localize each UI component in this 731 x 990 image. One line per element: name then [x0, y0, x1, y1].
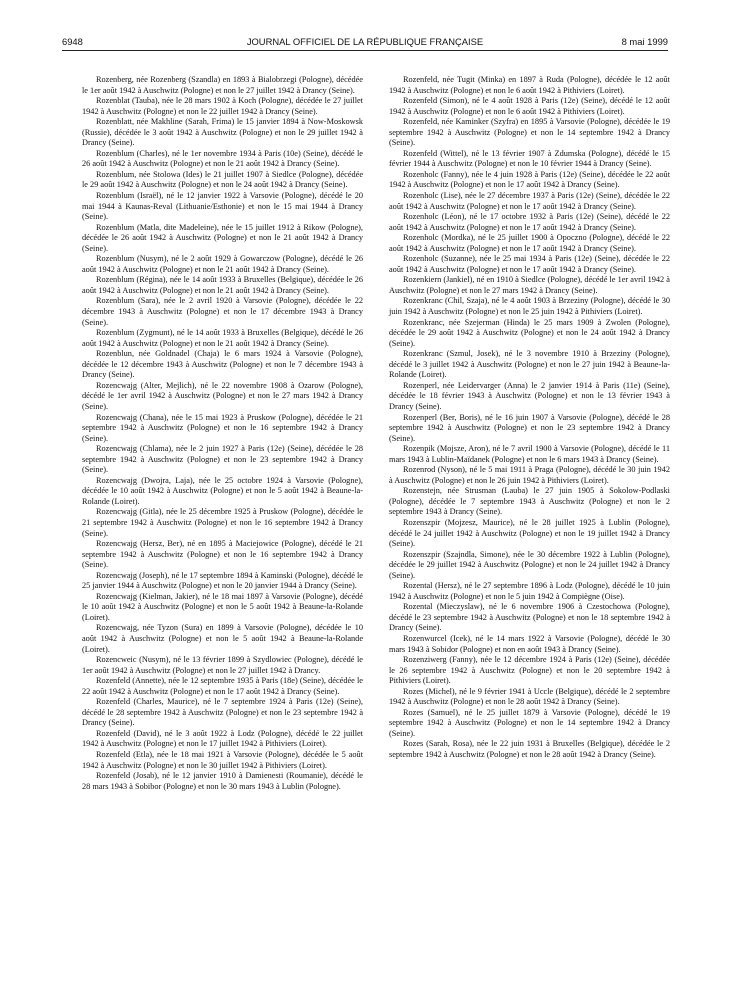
decree-entry: Rozenberg, née Rozenberg (Szandla) en 1893 à Bialobrzegi (Pologne), décédée le 1er août 1942 à Auschwitz (Pologne) et non le 27 juillet 1942 à Drancy (Seine).	[82, 75, 363, 95]
decree-entry: Rozencwajg (Joseph), né le 17 septembre 1894 à Kaminski (Pologne), décédé le 25 janvier 1944 à Auschwitz (Pologne) et non le 20 janvier 1944 à Drancy (Seine).	[82, 570, 363, 591]
decree-entry: Rozenblatt, née Makhline (Sarah, Frima) le 15 janvier 1894 à Now-Moskowsk (Russie), décédée le 3 août 1942 à Auschwitz (Pologne) et non le 29 juillet 1942 à Drancy (Seine).	[82, 117, 363, 148]
decree-entry: Rozenblum (Nusym), né le 2 août 1929 à Gowarczow (Pologne), décédé le 26 août 1942 à Auschwitz (Pologne) et non le 21 août 1942 à Drancy (Seine).	[82, 254, 363, 274]
decree-entry: Rozencwajg (Gitla), née le 25 décembre 1925 à Pruskow (Pologne), décédée le 21 septembre 1942 à Auschwitz (Pologne) et non le 16 septembre 1942 à Drancy (Seine).	[82, 507, 363, 538]
page-header	[62, 36, 668, 50]
decree-entry: Rozenblat (Tauba), née le 28 mars 1902 à Koch (Pologne), décédée le 27 juillet 1942 à Auschwitz (Pologne) et non le 22 juillet 1942 à Drancy (Seine).	[82, 96, 363, 116]
decree-entry: Rozencwajg (Kielman, Jakier), né le 18 mai 1897 à Varsovie (Pologne), décédé le 10 août 1942 à Auschwitz (Pologne) et non le 5 août 1942 à Beaune-la-Rolande (Loiret).	[82, 591, 363, 622]
decree-entry: Rozenfeld (Josab), né le 12 janvier 1910 à Damienesti (Roumanie), décédé le 28 mars 1943 à Sobibor (Pologne) et non le 30 mars 1943 à Lublin (Pologne).	[82, 771, 363, 791]
decree-entry: Rozenperl (Ber, Boris), né le 16 juin 1907 à Varsovie (Pologne), décédé le 28 septembre 1942 à Auschwitz (Pologne) et non le 23 septembre 1942 à Drancy (Seine).	[389, 412, 670, 443]
page-number: 6948	[62, 36, 83, 47]
decree-entry: Rozenblum (Régina), née le 14 août 1933 à Bruxelles (Belgique), décédée le 26 août 1942 à Auschwitz (Pologne) et non le 21 août 1942 à Drancy (Seine).	[82, 275, 363, 295]
decree-entry: Rozenholc (Léon), né le 17 octobre 1932 à Paris (12e) (Seine), décédé le 22 août 1942 à Auschwitz (Pologne) et non le 17 août 1942 à Drancy (Seine).	[389, 212, 670, 232]
decree-entry: Rozenblum, née Stolowa (Ides) le 21 juillet 1907 à Siedlce (Pologne), décédée le 29 août 1942 à Auschwitz (Pologne) et non le 24 août 1942 à Drancy (Seine).	[82, 169, 363, 190]
issue-date: 8 mai 1999	[621, 36, 668, 47]
decree-entry: Rozenfeld (Annette), née le 12 septembre 1935 à Paris (18e) (Seine), décédée le 22 août 1942 à Auschwitz (Pologne) et non le 17 août 1942 à Drancy (Seine).	[82, 676, 363, 696]
decree-entry: Rozenblum (Israël), né le 12 janvier 1922 à Varsovie (Pologne), décédé le 20 mai 1944 à Kaunas-Reval (Lithuanie/Esthonie) et non le 15 mai 1944 à Drancy (Seine).	[82, 191, 363, 222]
decree-entry: Rozenblun, née Goldnadel (Chaja) le 6 mars 1924 à Varsovie (Pologne), décédée le 12 décembre 1943 à Auschwitz (Pologne) et non le 7 décembre 1943 à Drancy (Seine).	[82, 349, 363, 380]
decree-entry: Rozenfeld (Etla), née le 18 mai 1921 à Varsovie (Pologne), décédée le 5 août 1942 à Auschwitz (Pologne) et non le 30 juillet 1942 à Pithiviers (Loiret).	[82, 750, 363, 770]
decree-entry: Rozencwajg, née Tyzon (Sura) en 1899 à Varsovie (Pologne), décédée le 10 août 1942 à Auschwitz (Pologne) et non le 5 août 1942 à Beaune-la-Rolande (Loiret).	[82, 623, 363, 654]
decree-entry: Rozenholc (Suzanne), née le 25 mai 1934 à Paris (12e) (Seine), décédée le 22 août 1942 à Auschwitz (Pologne) et non le 17 août 1942 à Drancy (Seine).	[389, 254, 670, 274]
decree-entry: Rozenszpir (Szajndla, Simone), née le 30 décembre 1922 à Lublin (Pologne), décédée le 29 juillet 1942 à Auschwitz (Pologne) et non le 24 juillet 1942 à Drancy (Seine).	[389, 549, 670, 580]
decree-entry: Rozenfeld, née Tugit (Minka) en 1897 à Ruda (Pologne), décédée le 12 août 1942 à Auschwitz (Pologne) et non le 6 août 1942 à Pithiviers (Loiret).	[389, 75, 670, 95]
decree-entry: Rozencwajg (Hersz, Ber), né en 1895 à Maciejowice (Pologne), décédé le 21 septembre 1942 à Auschwitz (Pologne) et non le 16 septembre 1942 à Drancy (Seine).	[82, 539, 363, 570]
decree-entry: Rozenholc (Mordka), né le 25 juillet 1900 à Opoczno (Pologne), décédé le 22 août 1942 à Auschwitz (Pologne) et non le 17 août 1942 à Drancy (Seine).	[389, 233, 670, 253]
decree-entry: Rozental (Hersz), né le 27 septembre 1896 à Lodz (Pologne), décédé le 10 juin 1942 à Auschwitz (Pologne) et non le 5 juin 1942 à Compiègne (Oise).	[389, 581, 670, 601]
decree-entry: Rozencweic (Nusym), né le 13 février 1899 à Szydlowiec (Pologne), décédé le 1er août 1942 à Auschwitz (Pologne) et non le 27 juillet 1942 à Drancy.	[82, 655, 363, 675]
decree-entry: Rozenfeld (Wittel), né le 13 février 1907 à Zdumska (Pologne), décédé le 15 février 1944 à Auschwitz (Pologne) et non le 10 février 1944 à Drancy (Seine).	[389, 148, 670, 169]
decree-entry: Rozenperl, née Leidervarger (Anna) le 2 janvier 1914 à Paris (11e) (Seine), décédée le 18 février 1943 à Auschwitz (Pologne) et non le 13 février 1943 à Drancy (Seine).	[389, 380, 670, 411]
decree-entry: Rozencwajg (Chana), née le 15 mai 1923 à Pruskow (Pologne), décédée le 21 septembre 1942 à Auschwitz (Pologne) et non le 16 septembre 1942 à Drancy (Seine).	[82, 412, 363, 443]
decree-entry: Rozes (Sarah, Rosa), née le 22 juin 1931 à Bruxelles (Belgique), décédée le 2 septembre 1942 à Auschwitz (Pologne) et non le 28 août 1942 à Drancy (Seine).	[389, 739, 670, 759]
decree-entry: Rozenziwerg (Fanny), née le 12 décembre 1924 à Paris (12e) (Seine), décédée le 26 septembre 1942 à Auschwitz (Pologne) et non le 20 septembre 1942 à Pithiviers (Loiret).	[389, 655, 670, 686]
right-column	[389, 75, 670, 761]
decree-entry: Rozenblum (Zygmunt), né le 14 août 1933 à Bruxelles (Belgique), décédé le 26 août 1942 à Auschwitz (Pologne) et non le 21 août 1942 à Drancy (Seine).	[82, 328, 363, 348]
decree-entry: Rozencwajg (Chlama), née le 2 juin 1927 à Paris (12e) (Seine), décédée le 28 septembre 1942 à Auschwitz (Pologne) et non le 23 septembre 1942 à Drancy (Seine).	[82, 444, 363, 475]
decree-entry: Rozenholc (Lise), née le 27 décembre 1937 à Paris (12e) (Seine), décédée le 22 août 1942 à Auschwitz (Pologne) et non le 17 août 1942 à Drancy (Seine).	[389, 191, 670, 211]
journal-title: JOURNAL OFFICIEL DE LA RÉPUBLIQUE FRANÇAISE	[246, 36, 484, 47]
decree-entry: Rozencwajg (Alter, Mejlich), né le 22 novembre 1908 à Ozarow (Pologne), décédé le 1er avril 1942 à Auschwitz (Pologne) et non le 27 mars 1942 à Drancy (Seine).	[82, 380, 363, 411]
decree-entry: Rozenszpir (Mojzesz, Maurice), né le 28 juillet 1925 à Lublin (Pologne), décédé le 24 juillet 1942 à Auschwitz (Pologne) et non le 19 juillet 1942 à Drancy (Seine).	[389, 517, 670, 549]
decree-entry: Rozenfeld (Simon), né le 4 août 1928 à Paris (12e) (Seine), décédé le 12 août 1942 à Auschwitz (Pologne) et non le 6 août 1942 à Pithiviers (Loiret).	[389, 96, 670, 116]
decree-entry: Rozenholc (Fanny), née le 4 juin 1928 à Paris (12e) (Seine), décédée le 22 août 1942 à Auschwitz (Pologne) et non le 17 août 1942 à Drancy (Seine).	[389, 169, 670, 190]
decree-entry: Rozenkranc (Szmul, Josek), né le 3 novembre 1910 à Brzeziny (Pologne), décédé le 3 juillet 1942 à Auschwitz (Pologne) et non le 27 juin 1942 à Beaune-la-Rolande (Loiret).	[389, 349, 670, 380]
decree-entry: Rozenkiern (Jankiel), né en 1910 à Siedlce (Pologne), décédé le 1er avril 1942 à Auschwitz (Pologne) et non le 27 mars 1942 à Drancy (Seine).	[389, 275, 670, 295]
decree-entry: Rozenkranc, née Szejerman (Hinda) le 25 mars 1909 à Zwolen (Pologne), décédée le 29 août 1942 à Auschwitz (Pologne) et non le 24 août 1942 à Drancy (Seine).	[389, 317, 670, 348]
decree-entry: Rozenwurcel (Icek), né le 14 mars 1922 à Varsovie (Pologne), décédé le 30 mars 1943 à Sobidor (Pologne) et non en août 1943 à Drancy (Seine).	[389, 633, 670, 654]
decree-entry: Rozencwajg (Dwojra, Laja), née le 25 octobre 1924 à Varsovie (Pologne), décédée le 10 août 1942 à Auschwitz (Pologne) et non le 5 août 1942 à Beaune-la-Rolande (Loiret).	[82, 475, 363, 506]
decree-entry: Rozes (Michel), né le 9 février 1941 à Uccle (Belgique), décédé le 2 septembre 1942 à Auschwitz (Pologne) et non le 28 août 1942 à Drancy (Seine).	[389, 686, 670, 707]
decree-entry: Rozenblum (Charles), né le 1er novembre 1934 à Paris (10e) (Seine), décédé le 26 août 1942 à Auschwitz (Pologne) et non le 21 août 1942 à Drancy (Seine).	[82, 148, 363, 169]
header-rule	[62, 50, 668, 51]
decree-entry: Rozenblum (Matla, dite Madeleine), née le 15 juillet 1912 à Rikow (Pologne), décédée le 26 août 1942 à Auschwitz (Pologne) et non le 21 août 1942 à Drancy (Seine).	[82, 222, 363, 253]
decree-entry: Rozenfeld (David), né le 3 août 1922 à Lodz (Pologne), décédé le 22 juillet 1942 à Auschwitz (Pologne) et non le 17 juillet 1942 à Pithiviers (Loiret).	[82, 728, 363, 749]
left-column	[82, 75, 363, 792]
decree-entry: Rozenpik (Mojsze, Aron), né le 7 avril 1900 à Varsovie (Pologne), décédé le 11 mars 1943 à Lublin-Maïdanek (Pologne) et non le 6 mars 1943 à Drancy (Seine).	[389, 444, 670, 464]
decree-entry: Rozental (Mieczyslaw), né le 6 novembre 1906 à Czestochowa (Pologne), décédé le 23 septembre 1942 à Auschwitz (Pologne) et non le 18 septembre 1942 à Drancy (Seine).	[389, 602, 670, 633]
decree-entry: Rozenkranc (Chil, Szaja), né le 4 août 1903 à Brzeziny (Pologne), décédé le 30 juin 1942 à Auschwitz (Pologne) et non le 25 juin 1942 à Pithiviers (Loiret).	[389, 296, 670, 317]
decree-entry: Rozenstejn, née Strusman (Lauba) le 27 juin 1905 à Sokolow-Podlaski (Pologne), décédée le 7 septembre 1943 à Auschwitz (Pologne) et non le 2 septembre 1943 à Drancy (Seine).	[389, 486, 670, 517]
decree-entry: Rozenblum (Sara), née le 2 avril 1920 à Varsovie (Pologne), décédée le 22 décembre 1943 à Auschwitz (Pologne) et non le 17 décembre 1943 à Drancy (Seine).	[82, 296, 363, 327]
decree-entry: Rozenfeld, née Kaminker (Szyfra) en 1895 à Varsovie (Pologne), décédée le 19 septembre 1942 à Auschwitz (Pologne) et non le 14 septembre 1942 à Drancy (Seine).	[389, 117, 670, 148]
decree-entry: Rozes (Samuel), né le 25 juillet 1879 à Varsovie (Pologne), décédé le 19 septembre 1942 à Auschwitz (Pologne) et non le 14 septembre 1942 à Drancy (Seine).	[389, 707, 670, 738]
decree-entry: Rozenfeld (Charles, Maurice), né le 7 septembre 1924 à Paris (12e) (Seine), décédé le 28 septembre 1942 à Auschwitz (Pologne) et non le 23 septembre 1942 à Drancy (Seine).	[82, 697, 363, 728]
decree-entry: Rozenrod (Nyson), né le 5 mai 1911 à Praga (Pologne), décédé le 30 juin 1942 à Auschwitz (Pologne) et non le 26 juin 1942 à Pithiviers (Loiret).	[389, 465, 670, 485]
